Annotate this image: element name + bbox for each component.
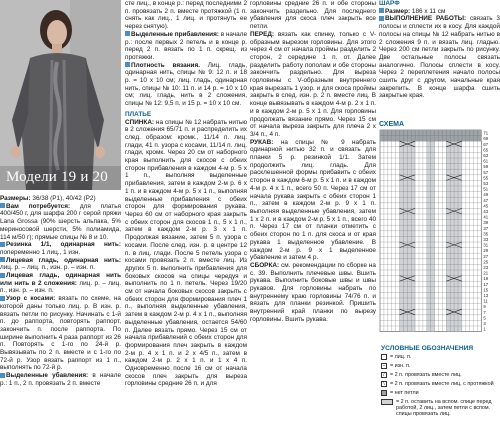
legend-text: = 2 п. оставить на вспом. спице перед работой, 2 лиц., затем петли с вспом. спицы провязать лиц. xyxy=(396,399,492,418)
paragraph-cable-pattern: Узор с косами: вязать по схеме, на которой даны только лиц. р. В изн. р. вязать петли по рисунку. Начинать с 1-й п. до раппорта, повторять раппорт, закончить п. после раппорта. По ширине выполнить 4 раза раппорт из 26 п. Повторять с 1-го по 24-й р. Вывязывать по 2 п. вместе и с 1-го по 72-й р. Узор вязать раппорт из 1 п., выполнять по 72-й р. xyxy=(0,295,121,372)
chart-row-label: 39 xyxy=(483,220,489,226)
chart-row-label: 71 xyxy=(483,130,489,136)
chart-row-label: 69 xyxy=(483,136,489,142)
chart-row-label: 57 xyxy=(483,169,489,175)
chart-row-label: 9 xyxy=(483,304,486,310)
section-heading-scarf: ШАРФ xyxy=(379,0,400,7)
chart-row-label: 29 xyxy=(483,248,489,254)
paragraph-back: СПИНКА: на спицы № 12 набрать нитью в 2 сложения 65/71 п. и распределить их след. образом: кромк., 11/14 п. лиц. глади, 41 п. узора с косами, 11/14 п. лиц. глади, кромк. Через 20 см от наборного края выполнить для скосов с обеих сторон прибавления в каждом 4-м р. 5 х 1 п., выполняя выделенные прибавления, затем в каждом 2-м р. 6 х 1 п. и в каждом 4-м р. 5 х 1 п., выполняя выделенные прибавления с обеих сторон для формирования рукава. Через 60 см от наборного края закрыть с обеих сторон для скосов 1 п., 5 х 1 п., затем в каждом 2-м р. 3 х 1 п. Продолжая вязание, затем 5 п. узора с косами. После след. изн. р. в центре 12 п. в лиц. глади. После 5 петель узора с косами провязать 2 п. вместе лиц. Из других 5 п. выполнить прибавления для боковых скосов на спицы чередуя и выполнить по 1 п. петель. Через 19/20 см от начала боковых скосов закрыть с обеих сторон для формирования плеч 1 п., выполняя выделенные убавления, затем в каждом 2-м р. 4 х 1 п., выполняя выделенные убавления, остается 54/60 п. Далее вязать прямо. Через 15 см от начала прибавлений с обеих сторон для формирования плеч закрыть в каждом 2-м р. 4 х 1 п. и 2 х 4/5 п., затем в каждом 2-м р. 2 х 1 п. и 1 х 4 п. Одновременно после 16 см от начала скосов плеч закрыть для выреза горловины средние 26 п. и для xyxy=(125,118,247,388)
text-column-2 xyxy=(125,0,247,448)
bullet-icon xyxy=(0,373,5,378)
legend-text: = изн. п. xyxy=(390,363,411,369)
photo-caption-bar xyxy=(0,166,121,190)
bullet-icon xyxy=(125,31,130,36)
bullet-icon xyxy=(379,8,384,13)
chart-row-label: 21 xyxy=(483,270,489,276)
legend xyxy=(381,353,499,416)
chart-row-label: 37 xyxy=(483,225,489,231)
chart-row-label: 13 xyxy=(483,293,489,298)
chart-row-label: 47 xyxy=(483,197,489,203)
text-column-3 xyxy=(250,0,376,448)
legend-symbol-icon: – xyxy=(382,363,386,369)
chart-row-label: 49 xyxy=(483,192,489,198)
chart-row-label: 61 xyxy=(483,158,489,164)
chart-row-label: 15 xyxy=(483,287,489,293)
knitting-chart xyxy=(378,128,500,336)
legend-item xyxy=(381,362,499,371)
chart-row-label: 53 xyxy=(483,181,489,186)
chart-row-label: 5 xyxy=(483,315,486,321)
chart-row-label: 11 xyxy=(483,298,488,304)
paragraph-front: ПЕРЕД: вязать как спинку, только с V-образным вырезом горловины. Для этого через 4 см от начала проймы разделить 2 сторон, 2 середине 1 п. от. Далее разделить работу пополам и обе стороны закончить раздельно. Для выреза горловины с V-образным внутреннего края вырезать 1 узор. и для скоса проймы закрыть в след. изн. р. 2 п. вместе лиц. В конце вывязывать в каждом 4-м р. 2 х 1 п. и в каждом 2-м р. 5 х 1 п. Для горловины продолжать вязание прямо. Через 15 см от начала выреза закрыть для плеча 2 х 3/4 п., 4 п. xyxy=(250,30,376,138)
legend-symbol-icon xyxy=(381,390,387,396)
chart-row-label: 17 xyxy=(483,281,489,287)
chart-row-label: 33 xyxy=(483,237,489,242)
model-figure-illustration xyxy=(0,0,121,190)
paragraph-rib: Резинка 1/1, одинарная нить: попеременно 1 лиц., 1 изн. xyxy=(0,241,121,256)
chart-row-label: 67 xyxy=(483,141,489,147)
bullet-icon xyxy=(0,296,5,301)
chart-title: СХЕМА xyxy=(379,121,405,128)
bullet-icon xyxy=(0,203,5,208)
bullet-icon xyxy=(0,242,5,247)
paragraph-materials: Вам потребуется: для платья 400/450 г, для шарфа 200 г серой пряжи Lana Grossa (90% шерсть альпака, 5% мериносовой шерсти, 5% полиамида, 114 м/50 г); прямые спицы № 8 и 10. xyxy=(0,202,121,241)
bullet-icon xyxy=(0,273,5,278)
legend-text: = 2 п. провязать вместе лиц. с протяжкой xyxy=(390,381,494,387)
paragraph-scarf-size: Размер: 186 х 11 см xyxy=(379,8,500,16)
chart-row-label: 63 xyxy=(483,153,489,158)
chart-row-label: 35 xyxy=(483,231,489,237)
legend-item xyxy=(381,398,499,416)
chart-row-label: 27 xyxy=(483,253,489,259)
chart-row-label: 51 xyxy=(483,186,489,192)
legend-text: = нет петли xyxy=(390,390,419,396)
legend-symbol-icon xyxy=(381,399,393,405)
legend-text: = лиц. п. xyxy=(390,354,412,360)
text-column-1 xyxy=(0,195,121,448)
chart-row-label: 3 xyxy=(483,321,486,326)
paragraph-stockinette: Лицевая гладь, одинарная нить: лиц. р. – лиц. п., изн. р. – изн. п. xyxy=(0,256,121,272)
model-photo xyxy=(0,0,121,190)
chart-row-label: 19 xyxy=(483,276,489,282)
legend-item xyxy=(381,353,499,362)
legend-title: УСЛОВНЫЕ ОБОЗНАЧЕНИЯ xyxy=(381,345,474,352)
chart-row-label: 65 xyxy=(483,147,489,153)
paragraph-sizes: Размеры: 36/38 (Р1), 40/42 (Р2) xyxy=(0,195,96,202)
chart-row-label: 41 xyxy=(483,214,489,220)
legend-symbol-icon: \ xyxy=(381,381,387,387)
chart-row-label: 7 xyxy=(483,309,486,315)
text-column-4 xyxy=(379,0,500,120)
chart-grid xyxy=(380,130,481,332)
paragraph-scarf-work: ВЫПОЛНЕНИЕ РАБОТЫ: связать 3 полосы и сплести их в косу. Для каждой полосы на спицы № 12 набрать нитью в 2 сложения 9 п. и вязать лиц. гладью. Через 200 см петли закрыть по рисунку. Две остальные полосы связать аналогично. Полосы сплести в косу. Через 2 переплетения начало полосы сшить друг с другом, начальные края закрепить. В конце шарфа сшить закрытые края. xyxy=(379,15,500,100)
paragraph-decrease-cont: сте лиц., в конце р.: перед последними 2 п. провязать 2 п. вместе протяжкой (1 п. снять как лиц., 1 лиц. и протянуть ее через снятую). xyxy=(125,0,247,31)
paragraph-stockinette-double: Лицевая гладь, одинарная нить или нить в 2 сложения: лиц. р. – лиц. п., изн. р. – изн. п. xyxy=(0,272,121,295)
chart-row-label: 59 xyxy=(483,164,489,170)
section-heading-dress: ПЛАТЬЕ xyxy=(125,110,152,118)
bullet-icon xyxy=(0,257,5,262)
chart-row-label: 45 xyxy=(483,203,489,209)
legend-symbol-icon: / xyxy=(381,372,387,378)
bullet-icon xyxy=(125,62,130,67)
legend-item xyxy=(381,380,499,389)
bullet-icon xyxy=(379,16,384,21)
chart-row-label: 43 xyxy=(483,209,489,214)
legend-item xyxy=(381,389,499,398)
legend-text: = 2 п. провязать вместе лиц. xyxy=(390,372,462,378)
chart-row-label: 31 xyxy=(483,242,489,248)
chart-row-label: 1 xyxy=(483,326,486,332)
paragraph-gauge: Плотность вязания. Лиц. гладь, одинарная нить, спицы № 9: 12 п. и 18 р. = 10 х 10 см; лиц. гладь, одинарная нить, спицы № 10: 11 п. и 14 р. = 10 х 10 см; лиц. гладь, нить в 2 сложения, спицы № 12: 9,5 п. и 15 р. = 10 х 10 см. xyxy=(125,61,247,108)
paragraph-assembly: СБОРКА: см. рекомендации по сборке на с. 39. Выполнить плечевые швы. Вшить рукава. Выполнить боковые швы и швы рукавов. Для горловины набрать по внутреннему краю горловины 74/76 п. и вязать для планки резинкой. Пришить внутренний край планки по вырезу горловины. Вшить рукава. xyxy=(250,261,376,323)
paragraph-increases: Выделенные прибавления: в начале р.: после первых 2 петель и в конце р. перед 2 п. вязать по 1 п. скрещ. из протяжки. xyxy=(125,30,247,61)
chart-row-label: 25 xyxy=(483,259,489,265)
chart-row-label: 55 xyxy=(483,175,489,181)
paragraph-sleeve: РУКАВ: на спицы № 9 набрать одинарной нитью 32 п. и связать для планки 5 р. резинкой 1/1. Затем продолжить лиц. гладь. Для расклешенной формы прибавить с обеих сторон в каждом 6-м р. 5 х 1 п. и в каждом 4-м р. 4 х 1 п., всего 50 п. Через 17 см от начала рукава закрыть с обеих сторон 1 п., затем в каждом 2-м р. 9 х 1 п. выполняя выделенные убавления, затем 1 х 2 п. и в каждом 2-м р. 5 х 1 п., всего 40 п. Через 17 см от планки отметить с обеих сторон по 1 п. для скоса и от края рукава 1 выделенное убавление. В каждом 2-м р. 9 х 1 выделенное убавление и затем 4 р. xyxy=(250,138,376,262)
photo-caption: Модели 19 и 20 xyxy=(6,169,108,185)
chart-row-label: 23 xyxy=(483,265,489,270)
legend-item xyxy=(381,371,499,380)
paragraph-decreases: Выделенные убавления: в начале р.: 1 п., 2 п. провязать 2 п. вместе xyxy=(0,372,121,387)
paragraph-back-cont: горловины средние 26 п. и обе стороны закончить раздельно. Для последнего убавления для скоса плеч закрыть все петли. xyxy=(250,0,376,31)
legend-symbol-icon xyxy=(381,354,387,360)
